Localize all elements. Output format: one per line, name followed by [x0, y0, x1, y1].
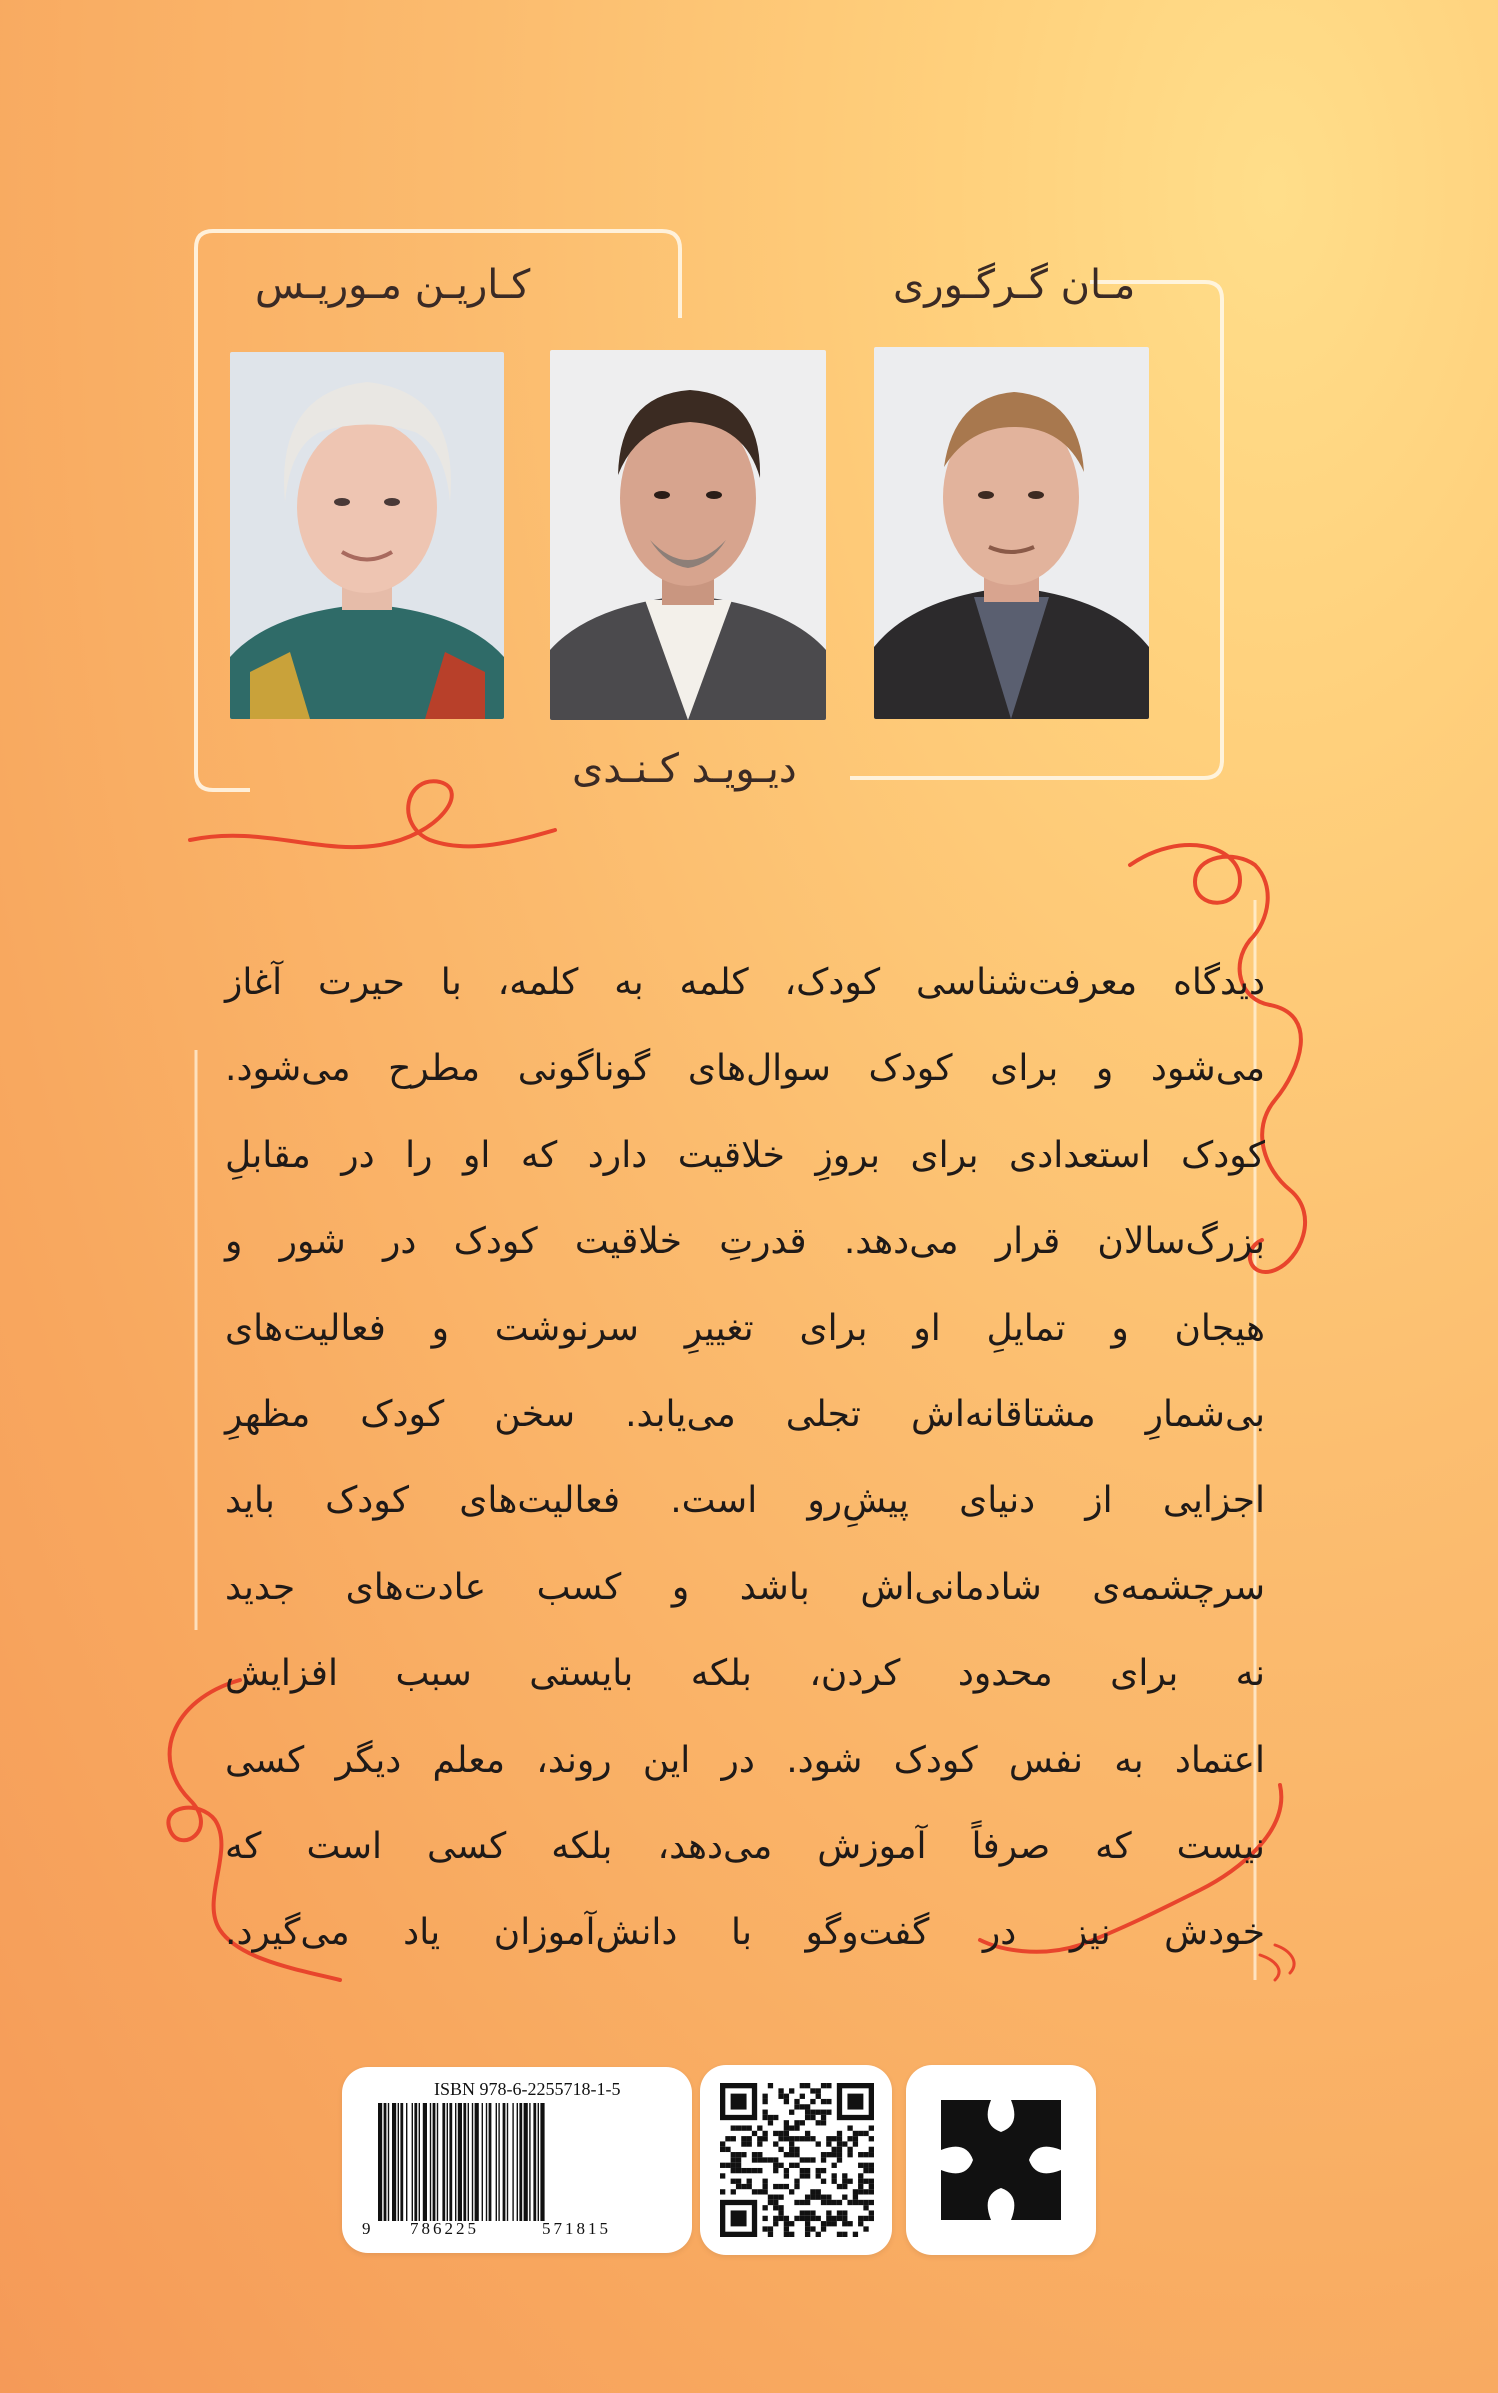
- description-line: هیجان و تمایلِ او برای تغییرِ سرنوشت و فعالیت‌های: [225, 1307, 1265, 1349]
- barcode-icon: [378, 2103, 668, 2221]
- description-line: بزرگ‌سالان قرار می‌دهد. قدرتِ خلاقیت کودک در شور و: [225, 1221, 1265, 1263]
- book-description: [225, 940, 1265, 1977]
- description-line: می‌شود و برای کودک سوال‌های گوناگونی مطرح می‌شود.: [225, 1048, 1265, 1090]
- description-line: نیست که صرفاً آموزش می‌دهد، بلکه کسی است که: [225, 1826, 1265, 1868]
- publisher-logo-icon: [941, 2100, 1061, 2220]
- isbn-group1: 786225: [410, 2219, 479, 2238]
- description-line: کودک استعدادی برای بروزِ خلاقیت دارد که او را در مقابلِ: [225, 1134, 1265, 1176]
- author-photo-kennedy: [550, 350, 826, 720]
- author-photo-gregory: [874, 347, 1149, 719]
- author-photo-morris: [230, 352, 504, 719]
- publisher-logo-tile: [906, 2065, 1096, 2255]
- isbn-group2: 571815: [542, 2219, 611, 2238]
- author-name-morris: کـاریـن مـوریـس: [255, 262, 531, 308]
- description-line: خودش نیز در گفت‌وگو با دانش‌آموزان یاد می‌گیرد.: [225, 1912, 1265, 1954]
- qr-code-icon: [720, 2083, 874, 2237]
- author-name-gregory: مـان گـرگـوری: [893, 262, 1136, 308]
- description-line: دیدگاه معرفت‌شناسی کودک، کلمه به کلمه، با حیرت آغاز: [225, 962, 1265, 1003]
- barcode-tile: [342, 2067, 692, 2253]
- author-name-kennedy: دیـویـد کـنـدی: [572, 746, 797, 792]
- isbn-label: ISBN 978-6-2255718-1-5: [434, 2079, 621, 2099]
- description-line: اعتماد به نفس کودک شود. در این روند، معلم دیگر کسی: [225, 1739, 1265, 1781]
- qr-tile: [700, 2065, 892, 2255]
- description-line: اجزایی از دنیای پیشِ‌رو است. فعالیت‌های کودک باید: [225, 1480, 1265, 1522]
- description-line: بی‌شمارِ مشتاقانه‌اش تجلی می‌یابد. سخن کودک مظهرِ: [225, 1394, 1265, 1436]
- description-line: نه برای محدود کردن، بلکه بایستی سبب افزایش: [225, 1653, 1265, 1695]
- description-line: سرچشمه‌ی شادمانی‌اش باشد و کسب عادت‌های جدید: [225, 1566, 1265, 1608]
- isbn-left-digit: 9: [362, 2219, 371, 2238]
